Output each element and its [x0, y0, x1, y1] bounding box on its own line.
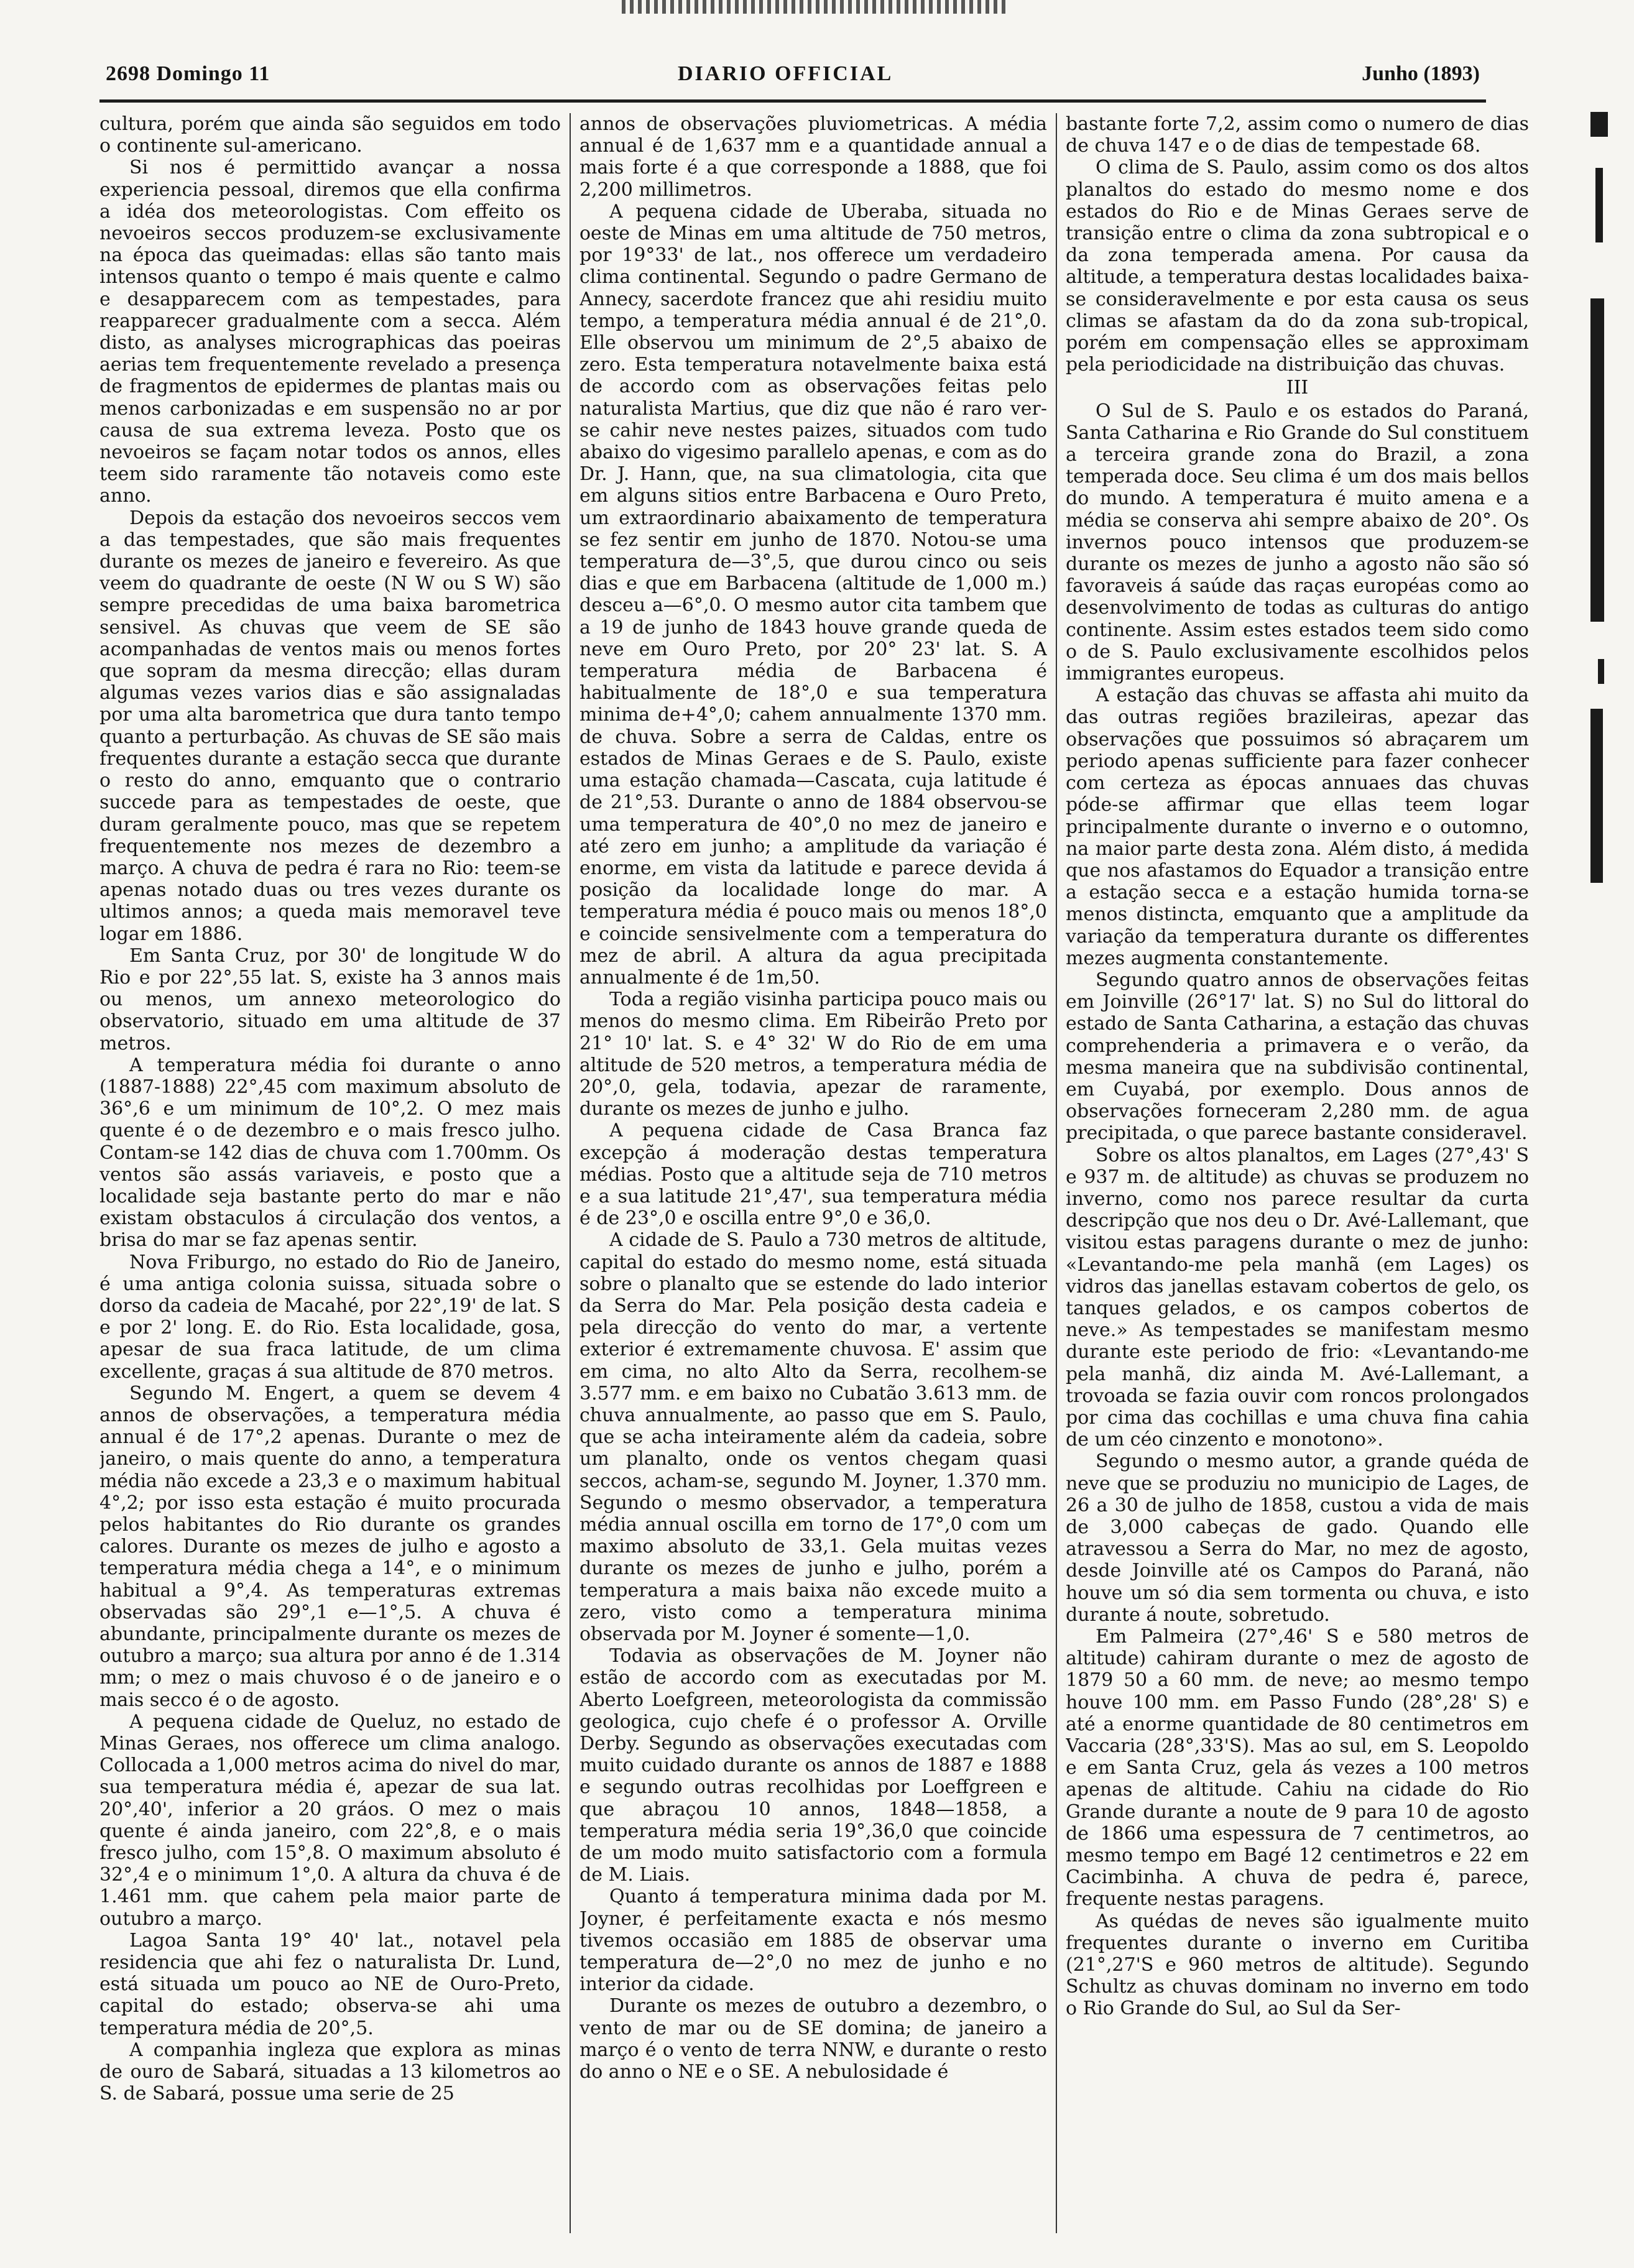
paragraph: Segundo M. Engert, a quem se devem 4 annos de observações, a temperatura média annual é de 17°,2 apenas. Durante o mez de janeiro, o mais quente do anno, a temperatura média não excede a 23,3 e o maximum habitual 4°,2; por isso esta estação é muito procurada pelos habitantes do Rio durante os grandes calores. Durante os mezes de julho e agosto a temperatura média chega a 14°, e o minimum habitual a 9°,4. As temperaturas extremas observadas são 29°,1 e—1°,5. A chuva é abundante, principalmente durante os mezes de outubro a março; sua altura por anno é de 1.314 mm; o mez o mais chuvoso é o de janeiro e o mais secco é o de agosto. — [99, 1382, 561, 1711]
page-header — [75, 57, 1480, 92]
paragraph: Quanto á temperatura minima dada por M. Joyner, é perfeitamente exacta e nós mesmo tivemos occasião em 1885 de observar uma temperatura de—2°,0 no mez de junho e no interior da cidade. — [579, 1886, 1047, 1996]
paragraph: Em Santa Cruz, por 30' de longitude W do Rio e por 22°,55 lat. S, existe ha 3 annos mais ou menos, um annexo meteorologico do observatorio, situado em uma altitude de 37 metros. — [99, 944, 561, 1054]
scan-artifact — [622, 0, 1007, 14]
paragraph: Nova Friburgo, no estado do Rio de Janeiro, é uma antiga colonia suissa, situada sobre o dorso da cadeia de Macahé, por 22°,19' de lat. S e por 2' long. E. do Rio. Esta localidade, gosa, apesar de sua fraca latitude, de um clima excellente, graças á sua altitude de 870 metros. — [99, 1251, 561, 1383]
paragraph: A cidade de S. Paulo a 730 metros de altitude, capital do estado do mesmo nome, está situada sobre o planalto que se estende do lado interior da Serra do Mar. Pela posição desta cadeia e pela direcção do vento do mar, a vertente exterior é extremamente chuvosa. E' assim que em cima, no alto Alto da Serra, recolhem-se 3.577 mm. e em baixo no Cubatão 3.613 mm. de chuva annualmente, ao passo que em S. Paulo, que se acha inteiramente além da cadeia, sobre um planalto, onde os ventos chegam quasi seccos, acham-se, segundo M. Joyner, 1.370 mm. Segundo o mesmo observador, a temperatura média annual oscilla em torno de 17°,0 com um maximo absoluto de 33,1. Gela muitas vezes durante os mezes de junho e julho, porém a temperatura a mais baixa não excede muito a zero, visto como a temperatura minima observada por M. Joyner é somente—1,0. — [579, 1229, 1047, 1646]
paragraph: cultura, porém que ainda são seguidos em todo o continente sul-americano. — [99, 113, 561, 157]
paragraph: A pequena cidade de Uberaba, situada no oeste de Minas em uma altitude de 750 metros, por 19°33' de lat., nos offerece um verdadeiro clima continental. Segundo o padre Germano de Annecy, sacerdote francez que ahi residiu muito tempo, a temperatura média annual é de 21°,0. Elle observou um minimum de 2°,5 abaixo de zero. Esta temperatura notavelmente baixa está de accordo com as observações feitas pelo naturalista Martius, que diz que não é raro ver-se cahir neve nestes paizes, situados com tudo abaixo do vigesimo parallelo apenas, e com as do Dr. J. Hann, que, na sua climatologia, cita que em alguns sitios entre Barbacena e Ouro Preto, um extraordinario abaixamento de temperatura se fez sentir em junho de 1870. Notou-se uma temperatura de—3°,5, que durou cinco ou seis dias e que em Barbacena (altitude de 1,000 m.) desceu a—6°,0. O mesmo autor cita tambem que a 19 de junho de 1843 houve grande queda de neve em Ouro Preto, por 20° 23' lat. S. A temperatura média de Barbacena é habitualmente de 18°,0 e sua temperatura minima de+4°,0; cahem annualmente 1370 mm. de chuva. Sobre a serra de Caldas, entre os estados de Minas Geraes e de S. Paulo, existe uma estação chamada—Cascata, cuja latitude é de 21°,53. Durante o anno de 1884 observou-se uma temperatura de 40°,0 no mez de janeiro e até zero em junho; a amplitude da variação é enorme, em vista da latitude e parece devida á posição da localidade longe do mar. A temperatura média é pouco mais ou menos 18°,0 e coincide sensivelmente com a temperatura do mez de abril. A altura da agua precipitada annualmente é de 1m,50. — [579, 200, 1047, 989]
section-heading: III — [1286, 377, 1309, 399]
header-title: DIARIO OFFICIAL — [678, 62, 893, 85]
paragraph: Em Palmeira (27°,46' S e 580 metros de altitude) cahiram durante o mez de agosto de 1879 50 a 60 mm. de neve; ao mesmo tempo houve 100 mm. em Passo Fundo (28°,28' S) e até a enorme quantidade de 80 centimetros em Vaccaria (28°,33'S). Mas ao sul, em S. Leopoldo e em Santa Cruz, gela ás vezes a 100 metros apenas de altitude. Cahiu na cidade do Rio Grande durante a noute de 9 para 10 de agosto de 1866 uma espessura de 7 centimetros, ao mesmo tempo em Bagé 12 centimetros e 22 em Cacimbinha. A chuva de pedra é, parece, frequente nestas paragens. — [1066, 1626, 1529, 1911]
paragraph: A temperatura média foi durante o anno (1887-1888) 22°,45 com maximum absoluto de 36°,6 e um minimum de 10°,2. O mez mais quente é o de dezembro e o mais fresco julho. Contam-se 142 dias de chuva com 1.700mm. Os ventos são assás variaveis, e posto que a localidade seja bastante perto do mar e não existam obstaculos á circulação dos ventos, a brisa do mar se faz apenas sentir. — [99, 1054, 561, 1252]
paragraph: A pequena cidade de Casa Branca faz excepção á moderação destas temperatura médias. Posto que a altitude seja de 710 metros e a sua latitude 21°,47', sua temperatura média é de 23°,0 e oscilla entre 9°,0 e 36,0. — [579, 1120, 1047, 1230]
paragraph: A pequena cidade de Queluz, no estado de Minas Geraes, nos offerece um clima analogo. Collocada a 1,000 metros acima do nivel do mar, sua temperatura média é, apezar de sua lat. 20°,40', inferior a 20 gráos. O mez o mais quente é ainda janeiro, com 22°,8, e o mais fresco julho, com 15°,8. O maximum absoluto é 32°,4 e o minimum 1°,0. A altura da chuva é de 1.461 mm. que cahem pela maior parte de outubro a março. — [99, 1710, 561, 1930]
paragraph: Toda a região visinha participa pouco mais ou menos do mesmo clima. Em Ribeirão Preto por 21° 10' lat. S. e 4° 32' W do Rio de em uma altitude de 520 metros, a temperatura média de 20°,0, gela, todavia, apezar de raramente, durante os mezes de junho e julho. — [579, 989, 1047, 1120]
paragraph: A companhia ingleza que explora as minas de ouro de Sabará, situadas a 13 kilometros ao S. de Sabará, possue uma serie de 25 — [99, 2039, 561, 2105]
paragraph: Sobre os altos planaltos, em Lages (27°,43' S e 937 m. de altitude) as chuvas se produzem no inverno, como nos parece resultar da curta descripção que nos deu o Dr. Avé-Lallemant, que visitou estas paragens durante o mez de junho: «Levantando-me pela manhã (em Lages) os vidros das janellas estavam cobertos de gelo, os tanques gelados, e os campos cobertos de neve.» As tempestades se manifestam mesmo durante este periodo de frio: «Levantando-me pela manhã, diz ainda M. Avé-Lallemant, a trovoada se fazia ouvir com roncos prolongados por cima das cochillas e uma chuva fina cahia de um céo cinzento e monotono». — [1066, 1144, 1529, 1451]
column-3 — [1066, 113, 1529, 2239]
paragraph: A estação das chuvas se affasta ahi muito da das outras regiões brazileiras, apezar das observações que possuimos só abraçarem um periodo apenas sufficiente para fazer conhecer com certeza as épocas annuaes das chuvas póde-se affirmar que ellas teem logar principalmente durante o inverno e o outomno, na maior parte desta zona. Além disto, á medida que nos afastamos do Equador a transição entre a estação secca e a estação humida torna-se menos distincta, emquanto que a amplitude da variação da temperatura durante os differentes mezes augmenta constantemente. — [1066, 685, 1529, 969]
paragraph: Depois da estação dos nevoeiros seccos vem a das tempestades, que são mais frequentes durante os mezes de janeiro e fevereiro. As que veem do quadrante de oeste (N W ou S W) são sempre precedidas de uma baixa barometrica sensivel. As chuvas que veem de SE são acompanhadas de ventos mais ou menos fortes que sopram da mesma direcção; ellas duram algumas vezes varios dias e são assignaladas por uma alta barometrica que dura tanto tempo quanto a perturbação. As chuvas de SE são mais frequentes durante a estação secca que durante o resto do anno, emquanto que o contrario succede para as tempestades de oeste, que duram geralmente pouco, mas que se repetem frequentemente nos mezes de dezembro a março. A chuva de pedra é rara no Rio: teem-se apenas notado duas ou tres vezes durante os ultimos annos; a queda mais memoravel teve logar em 1886. — [99, 507, 561, 945]
paragraph: As quédas de neves são igualmente muito frequentes durante o inverno em Curitiba (21°,27'S e 960 metros de altitude). Segundo Schultz as chuvas dominam no inverno em todo o Rio Grande do Sul, ao Sul da Ser- — [1066, 1910, 1529, 2020]
paragraph: Si nos é permittido avançar a nossa experiencia pessoal, diremos que ella confirma a idéa dos meteorologistas. Com effeito os nevoeiros seccos produzem-se exclusivamente na época das queimadas: ellas são tanto mais intensos quanto o tempo é mais quente e calmo e desapparecem com as tempestades, para reapparecer gradualmente com a secca. Além disto, as analyses micrographicas das poeiras aerias tem frequentemente revelado a presença de fragmentos de epidermes de plantas mais ou menos carbonizadas e em suspensão no ar por causa de sua extrema leveza. Posto que os nevoeiros se façam notar todos os annos, elles teem sido raramente tão notaveis como este anno. — [99, 157, 561, 507]
paragraph: Durante os mezes de outubro a dezembro, o vento de mar ou de SE domina; de janeiro a março é o vento de terra NNW, e durante o resto do anno o NE e o SE. A nebulosidade é — [579, 1995, 1047, 2083]
paragraph: Todavia as observações de M. Joyner não estão de accordo com as executadas por M. Aberto Loefgreen, meteorologista da commissão geologica, cujo chefe é o professor A. Orville Derby. Segundo as observações executadas com muito cuidado durante os annos de 1887 e 1888 e segundo outras recolhidas por Loeffgreen e que abraçou 10 annos, 1848—1858, a temperatura média seria 19°,36,0 que coincide de um modo muito satisfactorio com a formula de M. Liais. — [579, 1645, 1047, 1886]
header-rule — [99, 99, 1486, 103]
paragraph: Segundo o mesmo autor, a grande quéda de neve que se produziu no municipio de Lages, de 26 a 30 de julho de 1858, custou a vida de mais de 3,000 cabeças de gado. Quando elle atravessou a Serra do Mar, no mez de agosto, desde Joinville até os Campos do Paraná, não houve um só dia sem tormenta ou chuva, e isto durante á noute, sobretudo. — [1066, 1450, 1529, 1626]
column-2 — [579, 113, 1047, 2239]
column-divider — [570, 113, 571, 2233]
binding-edge-marks — [1579, 112, 1610, 889]
header-date: 2698 Domingo 11 — [106, 62, 270, 85]
paragraph: O Sul de S. Paulo e os estados do Paraná, Santa Catharina e Rio Grande do Sul constituem a terceira grande zona do Brazil, a zona temperada doce. Seu clima é um dos mais bellos do mundo. A temperatura é muito amena e a média se conserva ahi sempre abaixo de 20°. Os invernos pouco intensos que produzem-se durante os mezes de junho a agosto não são só favoraveis á saúde das raças européas como ao desenvolvimento de todas as culturas do antigo continente. Assim estes estados teem sido como o de S. Paulo exclusivamente escolhidos pelos immigrantes europeus. — [1066, 400, 1529, 685]
paragraph: Segundo quatro annos de observações feitas em Joinville (26°17' lat. S) no Sul do littoral do estado de Santa Catharina, a estação das chuvas comprehenderia a primavera e o verão, da mesma maneira que na subdivisão continental, em Cuyabá, por exemplo. Dous annos de observações forneceram 2,280 mm. de agua precipitada, o que parece bastante consideravel. — [1066, 969, 1529, 1145]
header-month: Junho (1893) — [1362, 62, 1480, 85]
column-divider — [1056, 113, 1057, 2233]
paragraph: Lagoa Santa 19° 40' lat., notavel pela residencia que ahi fez o naturalista Dr. Lund, está situada um pouco ao NE de Ouro-Preto, capital do estado; observa-se ahi uma temperatura média de 20°,5. — [99, 1929, 561, 2039]
paragraph: bastante forte 7,2, assim como o numero de dias de chuva 147 e o de dias de tempestade 68. — [1066, 113, 1529, 157]
paragraph: annos de observações pluviometricas. A média annual é de 1,637 mm e a quantidade annual a mais forte é a que corresponde a 1888, que foi 2,200 millimetros. — [579, 113, 1047, 201]
paragraph: O clima de S. Paulo, assim como os dos altos planaltos do estado do mesmo nome e dos estados do Rio e de Minas Geraes serve de transição entre o clima da zona subtropical e o da zona temperada amena. Por causa da altitude, a temperatura destas localidades baixa-se consideravelmente e por esta causa os seus climas se afastam da do da zona sub-tropical, porém em compensação elles se approximam pela periodicidade na distribuição das chuvas. — [1066, 157, 1529, 376]
column-1 — [99, 113, 561, 2239]
